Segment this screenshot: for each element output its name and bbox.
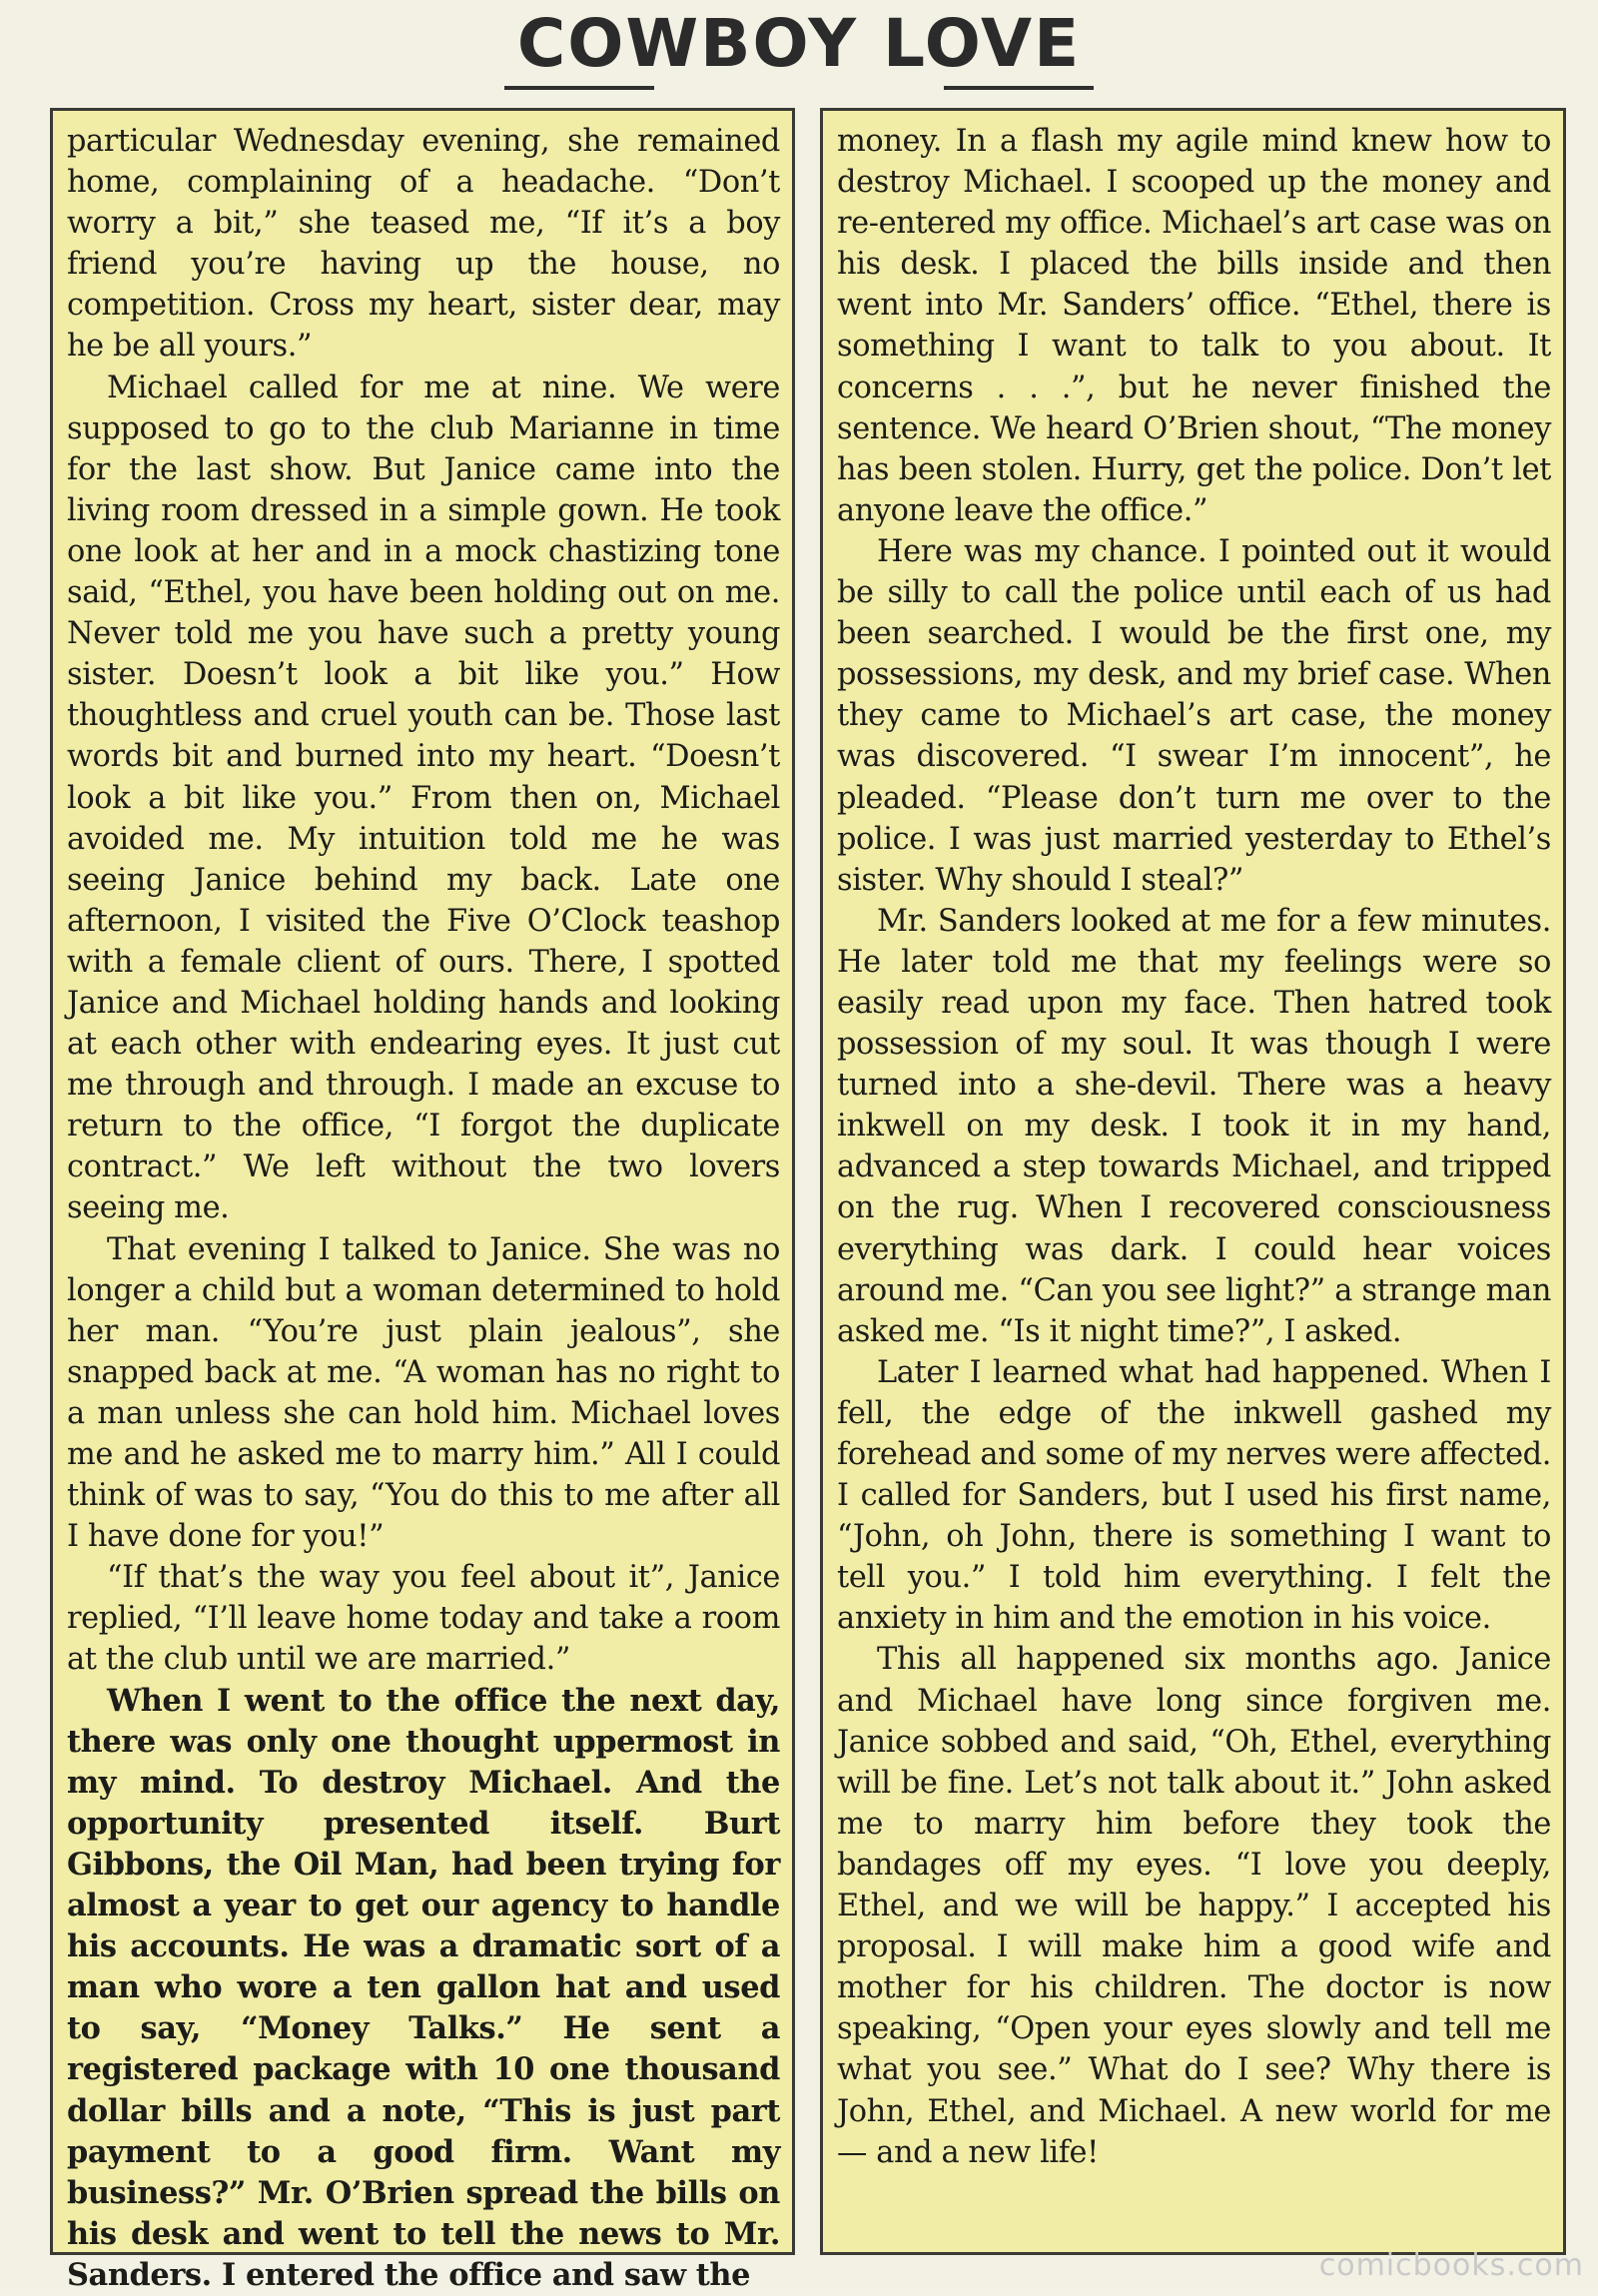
title-rule-right [944, 86, 1094, 90]
paragraph: “If that’s the way you feel about it”, Janice replied, “I’ll leave home today and take a room at the club until we are married.” [67, 1560, 780, 1678]
paragraph: This all happened six months ago. Janice and Michael have long since forgiven me. Janice sobbed and said, “Oh, Ethel, everything will be fine. Let’s not talk about it.” John asked me to marry him before they took the bandages off my eyes. “I love you deeply, Ethel, and we will be happy.” I accepted his proposal. I will make him a good wife and mother for his children. The doctor is now speaking, “Open your eyes slowly and tell me what you see.” What do I see? Why there is John, Ethel, and Michael. A new world for me — and a new life! [837, 1642, 1551, 2170]
title-area [0, 0, 1598, 110]
watermark-text: comicbooks.com [1318, 2248, 1584, 2283]
paragraph: Michael called for me at nine. We were supposed to go to the club Marianne in time for the last show. But Janice came into the living room dressed in a simple gown. He took one look at her and in a mock chastizing tone said, “Ethel, you have been holding out on me. Never told me you have such a pretty young sister. Doesn’t look a bit like you.” How thoughtless and cruel youth can be. Those last words bit and burned into my heart. “Doesn’t look a bit like you.” From then on, Michael avoided me. My intuition told me he was seeing Janice behind my back. Late one afternoon, I visited the Five O’Clock teashop with a female client of ours. There, I spotted Janice and Michael holding hands and looking at each other with endearing eyes. It just cut me through and through. I made an excuse to return to the office, “I forgot the duplicate contract.” We left without the two lovers seeing me. [67, 370, 780, 1226]
title-rule-left [504, 86, 654, 90]
paragraph: Here was my chance. I pointed out it would be silly to call the police until each of us had been searched. I would be the first one, my possessions, my desk, and my brief case. When they came to Michael’s art case, the money was discovered. “I swear I’m innocent”, he pleaded. “Please don’t turn me over to the police. I was just married yesterday to Ethel’s sister. Why should I steal?” [837, 533, 1551, 898]
paragraph: Mr. Sanders looked at me for a few minutes. He later told me that my feelings were so easily read upon my face. Then hatred took possession of my soul. It was though I were turned into a she-devil. There was a heavy inkwell on my desk. I took it in my hand, advanced a step towards Michael, and tripped on the rug. When I recovered consciousness everything was dark. I could hear voices around me. “Can you see light?” a strange man asked me. “Is it night time?”, I asked. [837, 903, 1551, 1349]
left-text-column [50, 108, 795, 2293]
paragraph: particular Wednesday evening, she remained home, complaining of a headache. “Don’t worry a bit,” she teased me, “If it’s a boy friend you’re having up the house, no competition. Cross my heart, sister dear, may he be all yours.” [67, 124, 780, 365]
paragraph: That evening I talked to Janice. She was no longer a child but a woman determined to hold her man. “You’re just plain jealous”, she snapped back at me. “A woman has no right to a man unless she can hold him. Michael loves me and he asked me to marry him.” All I could think of was to say, “You do this to me after all I have done for you!” [67, 1231, 780, 1555]
paragraph: When I went to the office the next day, there was only one thought uppermost in my mind. To destroy Michael. And the opportunity presented itself. Burt Gibbons, the Oil Man, had been trying for almost a year to get our agency to handle his accounts. He was a dramatic sort of a man who wore a ten gallon hat and used to say, “Money Talks.” He sent a registered package with 10 one thousand dollar bills and a note, “This is just part payment to a good firm. Want my business?” Mr. O’Brien spread the bills on his desk and went to tell the news to Mr. Sanders. I entered the office and saw the [67, 1682, 780, 2293]
page-title: COWBOY LOVE [516, 5, 1082, 82]
right-text-column [820, 108, 1566, 2255]
paragraph: Later I learned what had happened. When I fell, the edge of the inkwell gashed my forehead and some of my nerves were affected. I called for Sanders, but I used his first name, “John, oh John, there is something I want to tell you.” I told him everything. I felt the anxiety in him and the emotion in his voice. [837, 1354, 1551, 1637]
paragraph: money. In a flash my agile mind knew how to destroy Michael. I scooped up the money and re-entered my office. Michael’s art case was on his desk. I placed the bills inside and then went into Mr. Sanders’ office. “Ethel, there is something I want to talk to you about. It concerns . . .”, but he never finished the sentence. We heard O’Brien shout, “The money has been stolen. Hurry, get the police. Don’t let anyone leave the office.” [837, 124, 1551, 528]
